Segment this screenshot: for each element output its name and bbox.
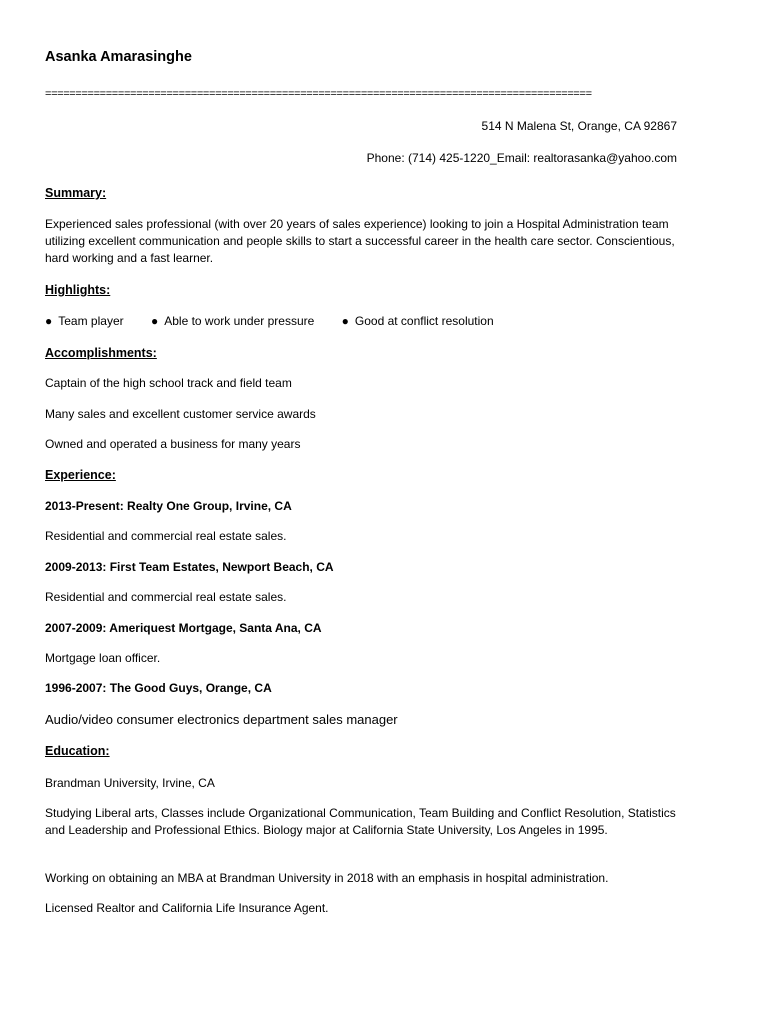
job-title: 1996-2007: The Good Guys, Orange, CA	[45, 681, 272, 695]
education-heading: Education:	[45, 744, 110, 758]
job-title: 2013-Present: Realty One Group, Irvine, CA	[45, 499, 292, 513]
highlights-heading: Highlights:	[45, 283, 111, 297]
candidate-name: Asanka Amarasinghe	[45, 49, 192, 65]
job-title: 2007-2009: Ameriquest Mortgage, Santa Ana, CA	[45, 621, 322, 635]
education-studies: Studying Liberal arts, Classes include Organizational Communication, Team Building and Conflict Resolution, Statistics and Leadership and Professional Ethics. Biology major at California State University, Los Angeles in 1995.	[45, 806, 676, 837]
bullet-icon: ●	[341, 314, 349, 328]
highlight-item: ● Team player	[45, 314, 124, 328]
job-description: Residential and commercial real estate sales.	[45, 529, 287, 543]
bullet-icon: ●	[150, 314, 159, 328]
accomplishment-item: Owned and operated a business for many years	[45, 437, 301, 451]
summary-text: Experienced sales professional (with over 20 years of sales experience) looking to join a Hospital Administration team utilizing excellent communication and people skills to start a successful career in the health care sector. Conscientious, hard working and a fast learner.	[45, 217, 675, 265]
job-description: Residential and commercial real estate sales.	[45, 590, 287, 604]
bullet-icon: ●	[45, 314, 53, 328]
license-info: Licensed Realtor and California Life Insurance Agent.	[45, 901, 329, 915]
highlight-item: ● Good at conflict resolution	[341, 314, 494, 328]
education-school: Brandman University, Irvine, CA	[45, 776, 215, 790]
education-mba: Working on obtaining an MBA at Brandman University in 2018 with an emphasis in hospital administration.	[45, 871, 609, 885]
accomplishment-item: Many sales and excellent customer service awards	[45, 407, 316, 421]
accomplishments-heading: Accomplishments:	[45, 346, 157, 360]
highlights-list	[45, 313, 518, 330]
accomplishment-item: Captain of the high school track and field team	[45, 376, 292, 390]
job-description: Audio/video consumer electronics department sales manager	[45, 712, 398, 727]
job-title: 2009-2013: First Team Estates, Newport Beach, CA	[45, 560, 334, 574]
contact-info: Phone: (714) 425-1220_Email: realtorasanka@yahoo.com	[366, 151, 677, 165]
summary-heading: Summary:	[45, 186, 107, 200]
highlight-item: ● Able to work under pressure	[150, 314, 315, 328]
address: 514 N Malena St, Orange, CA 92867	[481, 119, 677, 133]
separator-rule: ==========================================================================================	[45, 88, 592, 100]
job-description: Mortgage loan officer.	[45, 651, 161, 665]
experience-heading: Experience:	[45, 468, 116, 482]
